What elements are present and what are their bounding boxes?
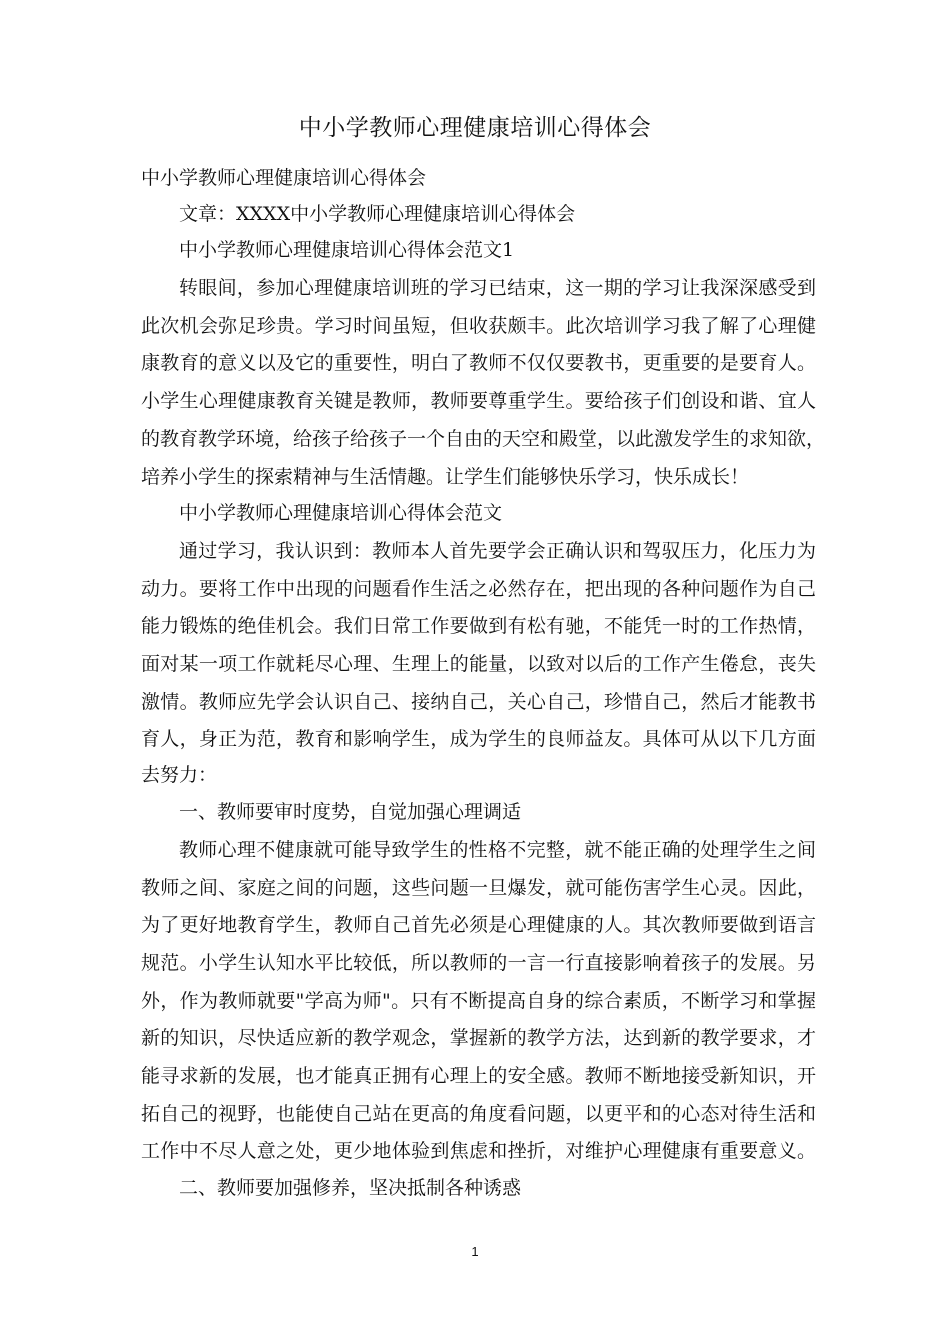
text-line: 外，作为教师就要"学高为师"。只有不断提高自身的综合素质，不断学习和掌握 bbox=[141, 990, 816, 1012]
document-title: 中小学教师心理健康培训心得体会 bbox=[298, 115, 652, 141]
text-line: 去努力： bbox=[141, 764, 218, 786]
text-line: 教师心理不健康就可能导致学生的性格不完整，就不能正确的处理学生之间 bbox=[179, 839, 816, 861]
page-number: 1 bbox=[471, 1244, 479, 1259]
text-line: 为了更好地教育学生，教师自己首先必须是心理健康的人。其次教师要做到语言 bbox=[141, 914, 816, 936]
text-line: 的教育教学环境，给孩子给孩子一个自由的天空和殿堂，以此激发学生的求知欲， bbox=[141, 428, 826, 450]
text-line: 小学生心理健康教育关键是教师，教师要尊重学生。要给孩子们创设和谐、宜人 bbox=[141, 390, 816, 412]
text-line: 新的知识，尽快适应新的教学观念，掌握新的教学方法，达到新的教学要求，才 bbox=[141, 1027, 816, 1049]
text-line: 能寻求新的发展，也才能真正拥有心理上的安全感。教师不断地接受新知识，开 bbox=[141, 1065, 816, 1087]
text-line: 转眼间，参加心理健康培训班的学习已结束，这一期的学习让我深深感受到 bbox=[179, 277, 816, 299]
text-line: 工作中不尽人意之处，更少地体验到焦虑和挫折，对维护心理健康有重要意义。 bbox=[141, 1140, 816, 1162]
text-line: 中小学教师心理健康培训心得体会范文 bbox=[179, 502, 503, 524]
text-line: 康教育的意义以及它的重要性，明白了教师不仅仅要教书，更重要的是要育人。 bbox=[141, 352, 816, 374]
text-line: 培养小学生的探索精神与生活情趣。让学生们能够快乐学习，快乐成长！ bbox=[141, 466, 750, 488]
text-line: 教师之间、家庭之间的问题，这些问题一旦爆发，就可能伤害学生心灵。因此， bbox=[141, 877, 816, 899]
text-line: 中小学教师心理健康培训心得体会 bbox=[141, 167, 427, 189]
text-line: 文章：XXXX中小学教师心理健康培训心得体会 bbox=[179, 203, 576, 225]
text-line: 拓自己的视野，也能使自己站在更高的角度看问题，以更平和的心态对待生活和 bbox=[141, 1103, 816, 1125]
text-line: 通过学习，我认识到：教师本人首先要学会正确认识和驾驭压力，化压力为 bbox=[179, 540, 816, 562]
text-line: 中小学教师心理健康培训心得体会范文1 bbox=[179, 239, 515, 261]
text-line: 能力锻炼的绝佳机会。我们日常工作要做到有松有驰，不能凭一时的工作热情， bbox=[141, 615, 816, 637]
text-line: 面对某一项工作就耗尽心理、生理上的能量，以致对以后的工作产生倦怠，丧失 bbox=[141, 653, 816, 675]
text-line: 动力。要将工作中出现的问题看作生活之必然存在，把出现的各种问题作为自己 bbox=[141, 578, 816, 600]
section-heading: 一、教师要审时度势，自觉加强心理调适 bbox=[179, 801, 522, 823]
section-heading: 二、教师要加强修养，坚决抵制各种诱惑 bbox=[179, 1177, 522, 1199]
text-line: 育人，身正为范，教育和影响学生，成为学生的良师益友。具体可从以下几方面 bbox=[141, 728, 816, 750]
text-line: 此次机会弥足珍贵。学习时间虽短，但收获颇丰。此次培训学习我了解了心理健 bbox=[141, 315, 816, 337]
text-line: 激情。教师应先学会认识自己、接纳自己，关心自己，珍惜自己，然后才能教书 bbox=[141, 691, 816, 713]
text-line: 规范。小学生认知水平比较低，所以教师的一言一行直接影响着孩子的发展。另 bbox=[141, 952, 816, 974]
